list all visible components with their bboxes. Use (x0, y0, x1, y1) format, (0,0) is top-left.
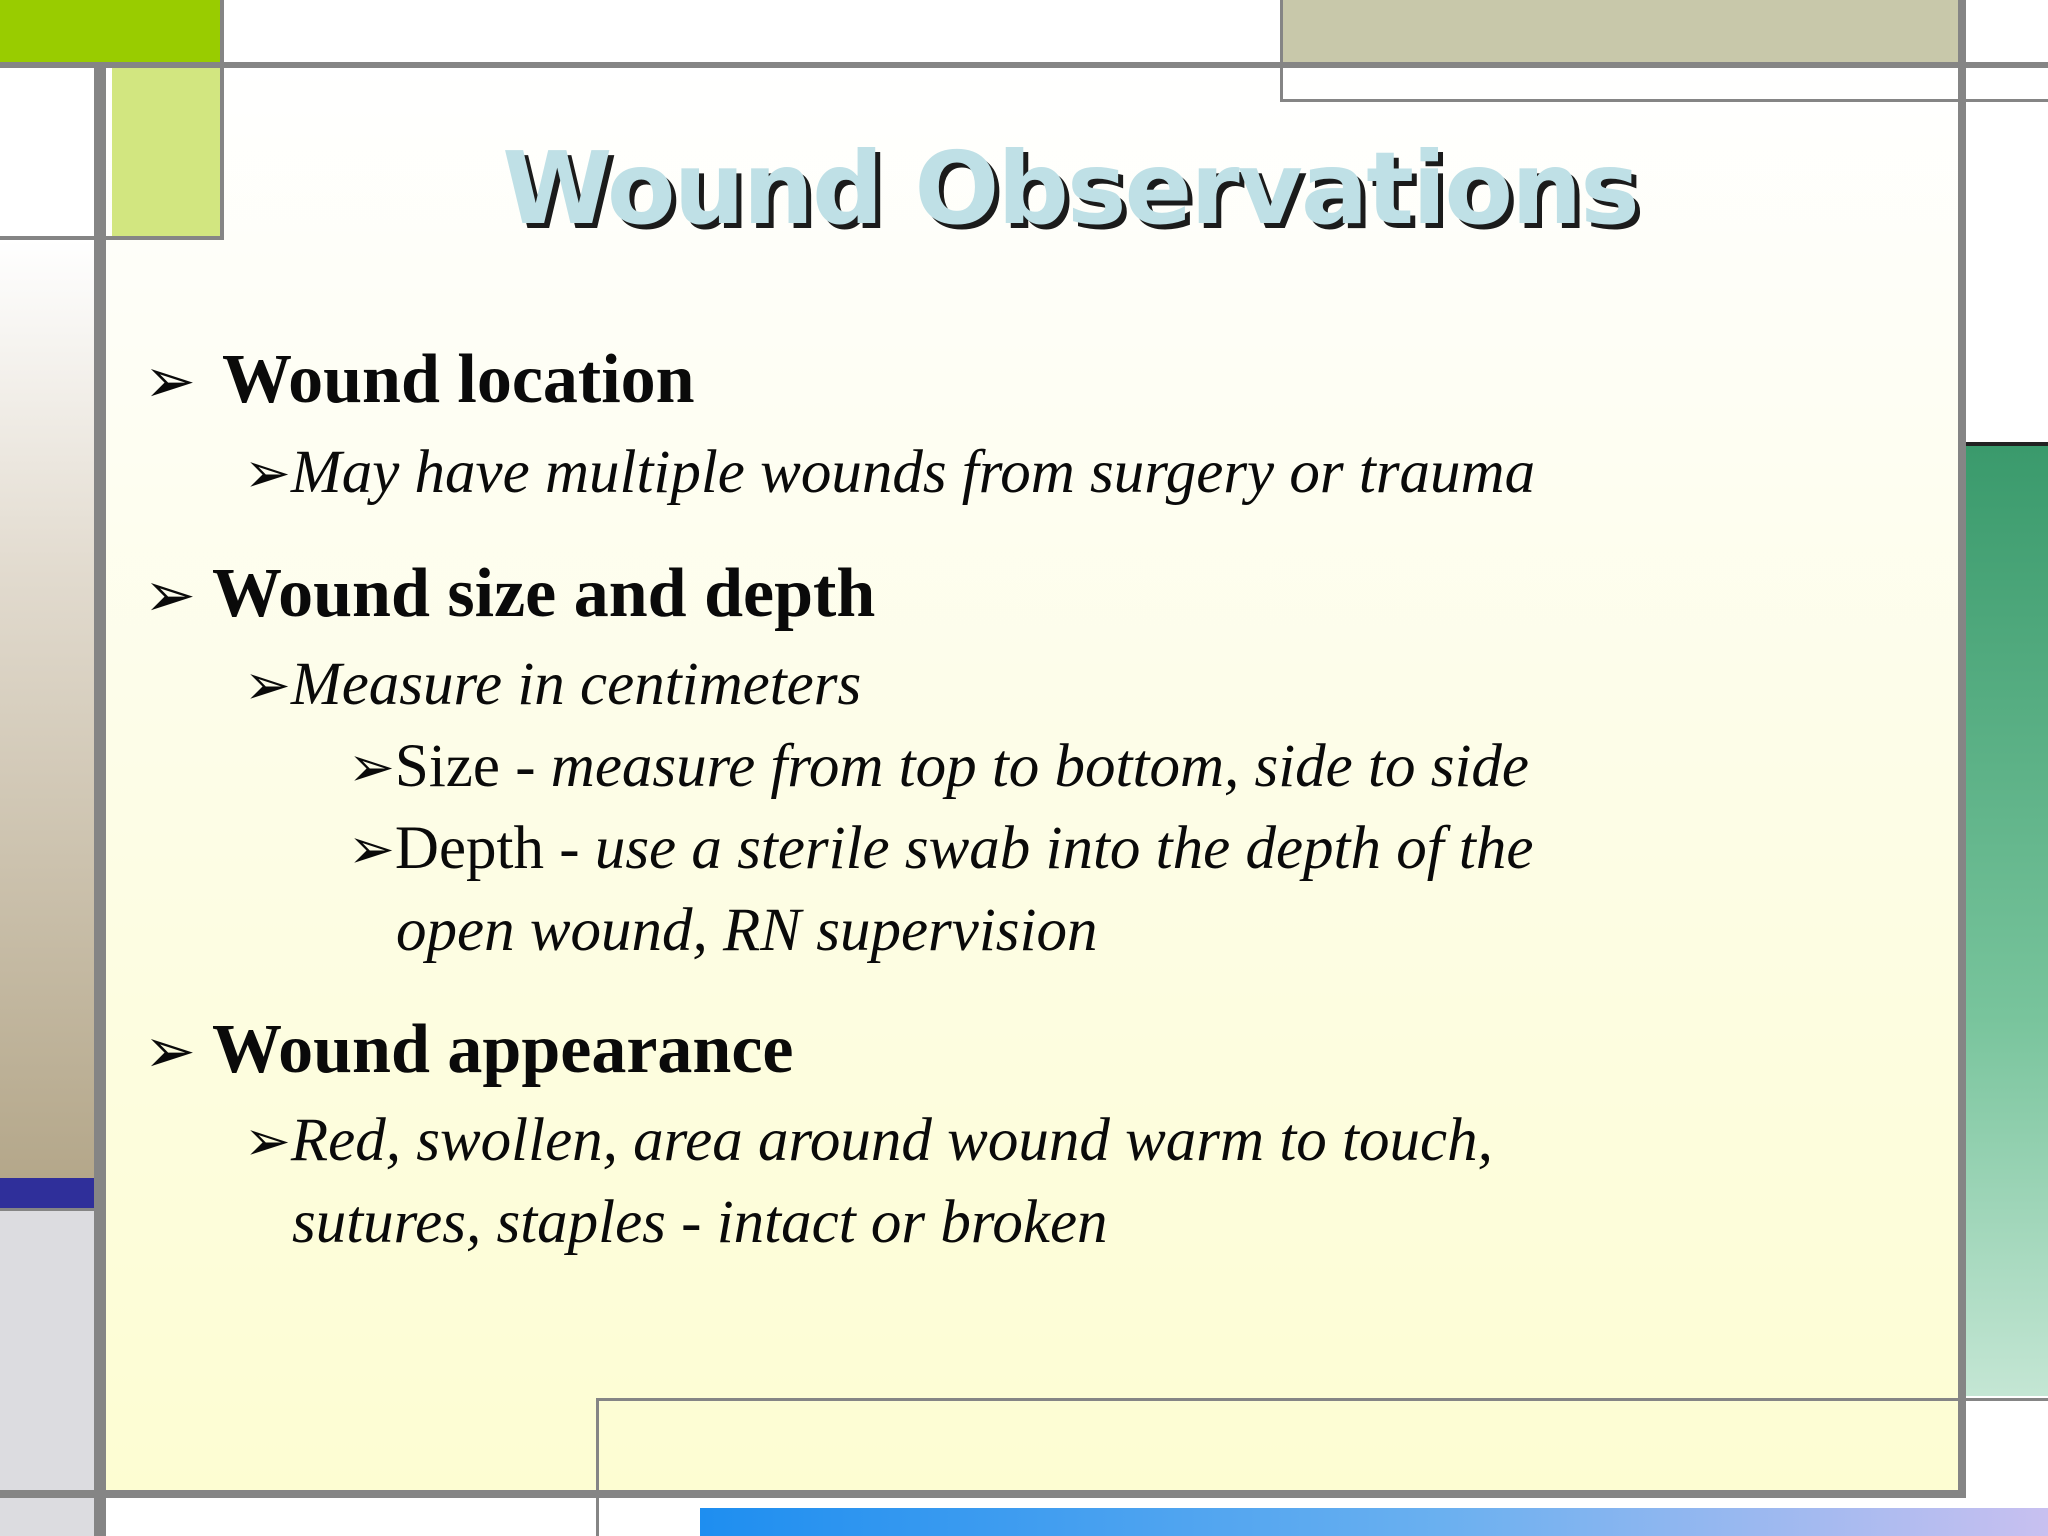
heading-text: Wound appearance (211, 1011, 794, 1088)
sub-bullet-text: use a sterile swab into the depth of the (594, 815, 1534, 882)
sub-bullet (244, 650, 861, 720)
sub-bullet-text: measure from top to bottom, side to side (550, 733, 1529, 800)
sub-bullet-label: Depth - (394, 815, 595, 882)
slide-title: Wound Observations (502, 130, 1638, 247)
arrow-bullet-icon: ➢ (244, 443, 291, 505)
arrow-bullet-icon: ➢ (244, 1111, 291, 1173)
left-gradient-strip (0, 240, 94, 1178)
sub-bullet (244, 1106, 1493, 1176)
sub-bullet-label: Size - (394, 733, 551, 800)
sub-bullet-continuation: open wound, RN supervision (396, 897, 1098, 964)
sub-bullet (244, 438, 1535, 508)
sub-sub-bullet-depth (348, 814, 1533, 884)
bullet-heading-wound-appearance (144, 1010, 793, 1090)
arrow-bullet-icon: ➢ (144, 562, 196, 630)
bottom-blue-strip (700, 1508, 2048, 1536)
arrow-bullet-icon: ➢ (144, 1018, 196, 1086)
arrow-bullet-icon: ➢ (348, 737, 395, 799)
arrow-bullet-icon: ➢ (144, 348, 196, 416)
bullet-heading-wound-size-depth (144, 554, 875, 634)
sub-bullet-text: Red, swollen, area around wound warm to touch, (290, 1107, 1493, 1174)
right-green-strip (1966, 446, 2048, 1396)
sub-sub-bullet-size (348, 732, 1529, 802)
heading-text: Wound size and depth (211, 555, 876, 632)
left-gray-block (0, 1208, 94, 1536)
sub-bullet-text: Measure in centimeters (290, 651, 862, 718)
bullet-heading-wound-location (144, 340, 695, 420)
top-olive-block (1282, 0, 1958, 64)
heading-text: Wound location (221, 341, 695, 418)
left-navy-block (0, 1178, 94, 1208)
sub-bullet-text: May have multiple wounds from surgery or trauma (290, 439, 1536, 506)
arrow-bullet-icon: ➢ (244, 655, 291, 717)
top-left-green-block (0, 0, 220, 64)
arrow-bullet-icon: ➢ (348, 819, 395, 881)
sub-bullet-continuation: sutures, staples - intact or broken (292, 1189, 1108, 1256)
